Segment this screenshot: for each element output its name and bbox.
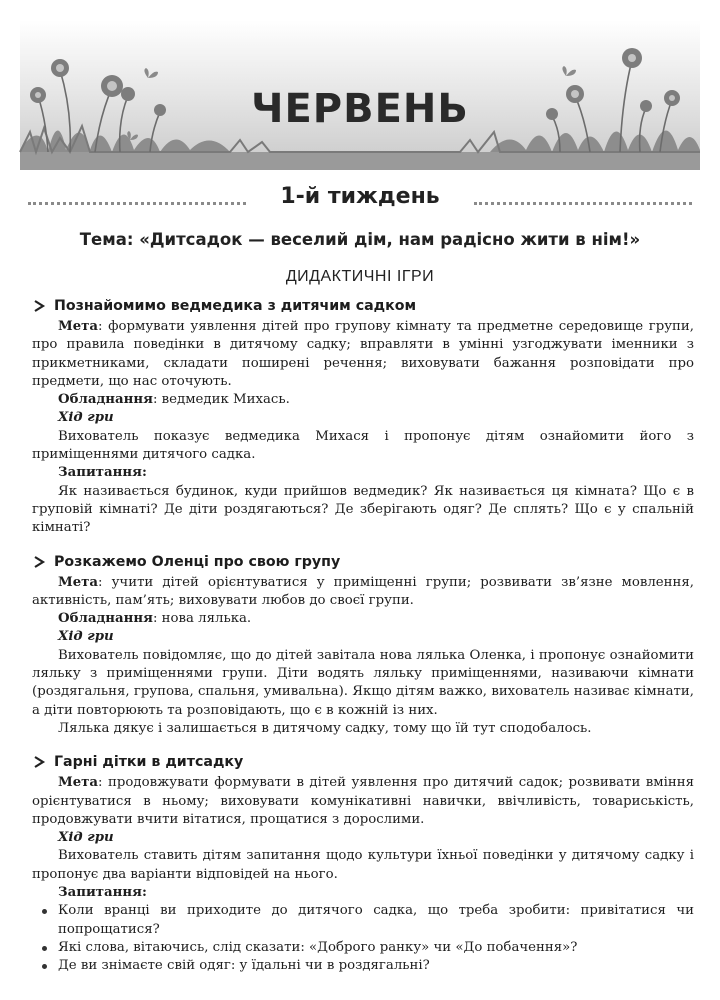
month-title: ЧЕРВЕНЬ xyxy=(251,86,469,132)
week-title: 1-й тиждень xyxy=(280,184,440,209)
goal-text: : учити дітей орієнтуватися у приміщенні групи; розвивати зв’язне мовлення, активність, пам’ять; виховувати любов до своєї групи. xyxy=(32,574,694,608)
equipment-text: : нова лялька. xyxy=(152,611,252,627)
game-3 xyxy=(32,752,694,975)
question-text: Де ви знімаєте свій одяг: у їдальні чи в роздягальні? xyxy=(58,958,430,974)
course-text: Вихователь повідомляє, що до дітей завітала нова лялька Оленка, і пропонує ознайомити ляльку з приміщеннями групи. Діти водять ляльку приміщеннями, називаючи кімнати (роздягальня, групова, спальня, умивальна). Якщо дітям важко, вихователь називає кімнати, а діти повторюють та розповідають, що є в кожній із них. xyxy=(32,647,694,718)
game-title-text: Познайомимо ведмедика з дитячим садком xyxy=(54,298,417,314)
equipment-paragraph xyxy=(32,610,694,628)
bullet-icon xyxy=(42,946,47,951)
theme-title: Тема: «Дитсадок — веселий дім, нам радісно жити в нім!» xyxy=(79,230,641,249)
section-title: ДИДАКТИЧНІ ІГРИ xyxy=(285,268,435,285)
game-title xyxy=(32,752,694,772)
game-1 xyxy=(32,296,694,538)
equipment-label: Обладнання xyxy=(58,392,153,408)
goal-paragraph xyxy=(32,574,694,611)
game-title xyxy=(32,296,694,316)
questions-label: Запитання: xyxy=(58,465,147,481)
course-text: Вихователь показує ведмедика Михася і пропонує дітям ознайомити його з приміщеннями дитячого садка. xyxy=(32,428,694,463)
game-title xyxy=(32,552,694,572)
goal-label: Мета xyxy=(58,574,99,590)
goal-paragraph xyxy=(32,318,694,391)
bullet-icon xyxy=(42,964,47,969)
list-item xyxy=(32,939,694,957)
questions-list xyxy=(32,902,694,975)
dotted-divider-right xyxy=(474,202,692,205)
question-text: Які слова, вітаючись, слід сказати: «Доброго ранку» чи «До побачення»? xyxy=(58,939,578,955)
arrow-bullet-icon xyxy=(32,755,46,769)
list-item xyxy=(32,957,694,975)
game-2 xyxy=(32,552,694,739)
arrow-bullet-icon xyxy=(32,555,46,569)
goal-text: : продовжувати формувати в дітей уявлення про дитячий садок; розвивати вміння орієнтуватися в ньому; виховувати комунікативні навички, ввічливість, товариськість, продовжувати вчити вітатися, прощатися з дорослими. xyxy=(32,775,694,827)
goal-label: Мета xyxy=(58,775,99,791)
goal-text: : формувати уявлення дітей про групову кімнату та предметне середовище групи, про правила поведінки в дитячому садку; вправляти в умінні узгоджувати іменники з прикметниками, складати поширені речення; виховувати бажання розповідати про предмети, що нас оточують. xyxy=(32,319,694,389)
course-label: Хід гри xyxy=(58,410,114,426)
goal-paragraph xyxy=(32,774,694,829)
question-text: Коли вранці ви приходите до дитячого садка, що треба зробити: привітатися чи попрощатися? xyxy=(58,903,694,937)
equipment-label: Обладнання xyxy=(58,611,153,627)
list-item xyxy=(32,902,694,939)
content xyxy=(32,296,694,976)
course-label: Хід гри xyxy=(58,830,114,846)
header-banner xyxy=(0,0,720,175)
bullet-icon xyxy=(42,909,47,914)
game-title-text: Розкажемо Оленці про свою групу xyxy=(54,553,341,570)
course-text: Вихователь ставить дітям запитання щодо культури їхньої поведінки у дитячому садку і пропонує два варіанти відповідей на нього. xyxy=(32,848,694,882)
questions-text: Як називається будинок, куди прийшов ведмедик? Як називається ця кімната? Що є в груповій кімнаті? Де діти роздягаються? Де зберігають одяг? Де сплять? Що є у спальній кімнаті? xyxy=(32,483,694,536)
equipment-text: : ведмедик Михась. xyxy=(152,392,290,408)
week-heading xyxy=(28,184,692,218)
arrow-bullet-icon xyxy=(32,299,46,313)
course-text-2: Лялька дякує і залишається в дитячому садку, тому що їй тут сподобалось. xyxy=(58,720,592,736)
game-title-text: Гарні дітки в дитсадку xyxy=(54,754,244,771)
questions-label: Запитання: xyxy=(58,885,147,901)
goal-label: Мета xyxy=(58,319,99,334)
course-label: Хід гри xyxy=(58,629,114,645)
equipment-paragraph xyxy=(32,391,694,409)
